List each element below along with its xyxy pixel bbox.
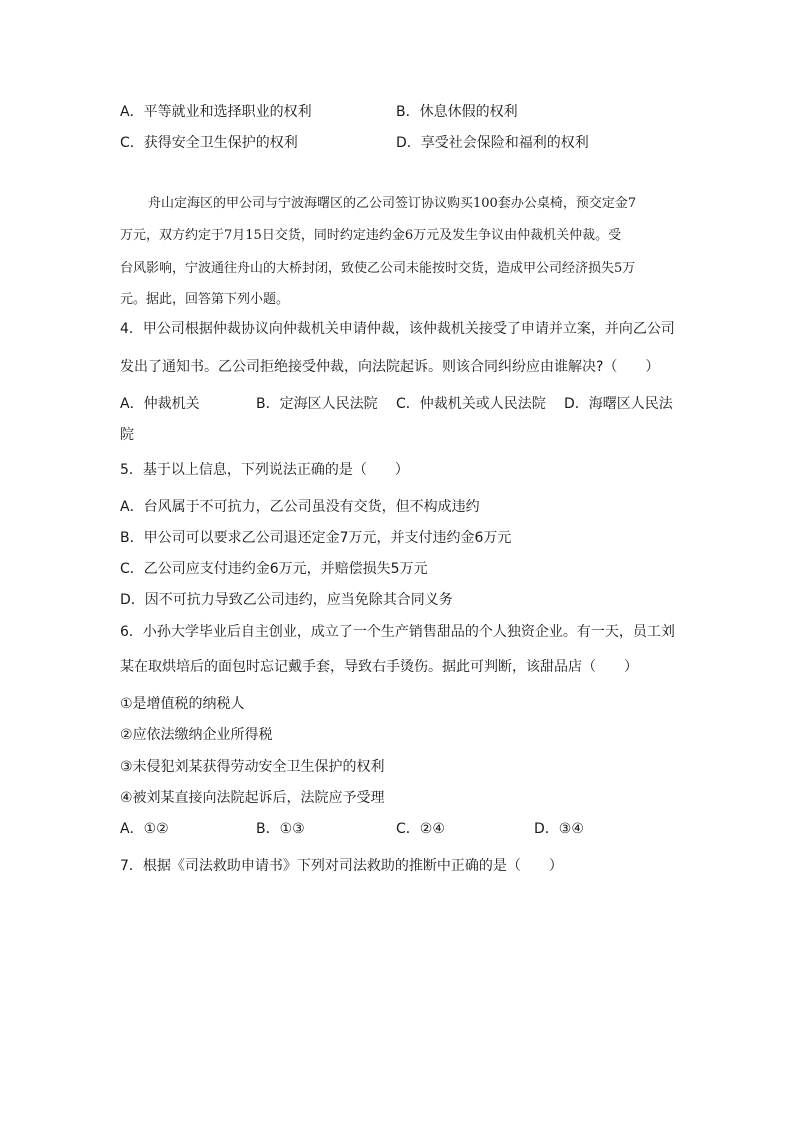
q6-statement-4: ④被刘某直接向法院起诉后，法院应予受理 xyxy=(120,790,385,806)
q6-option-b: B．①③ xyxy=(256,821,305,837)
passage-line-4: 元。据此，回答第下列小题。 xyxy=(120,292,290,307)
q6-statement-1: ①是增值税的纳税人 xyxy=(120,696,245,712)
passage-line-3: 台风影响，宁波通往舟山的大桥封闭，致使乙公司未能按时交货，造成甲公司经济损失5万 xyxy=(120,261,636,276)
q6-option-c: C．②④ xyxy=(396,821,445,837)
q4-option-b: B．定海区人民法院 xyxy=(256,396,378,412)
q4-stem-line-1: 4．甲公司根据仲裁协议向仲裁机关申请仲裁，该仲裁机关接受了申请并立案，并向乙公司 xyxy=(120,321,675,337)
q4-option-d-continued: 院 xyxy=(120,427,134,443)
q3-option-b: B．休息休假的权利 xyxy=(396,104,518,120)
q6-statement-3: ③未侵犯刘某获得劳动安全卫生保护的权利 xyxy=(120,759,385,775)
passage-line-2: 万元，双方约定于7月15日交货，同时约定违约金6万元及发生争议由仲裁机关仲裁。受 xyxy=(120,228,622,243)
q5-stem: 5．基于以上信息，下列说法正确的是（ ） xyxy=(120,462,409,478)
q5-option-d: D．因不可抗力导致乙公司违约，应当免除其合同义务 xyxy=(120,592,453,608)
q3-option-a: A．平等就业和选择职业的权利 xyxy=(120,104,312,120)
q5-option-c: C．乙公司应支付违约金6万元，并赔偿损失5万元 xyxy=(120,561,428,577)
q5-option-a: A．台风属于不可抗力，乙公司虽没有交货，但不构成违约 xyxy=(120,499,480,515)
passage-line-1: 舟山定海区的甲公司与宁波海曙区的乙公司签订协议购买100套办公桌椅，预交定金7 xyxy=(148,196,637,211)
q6-stem-line-2: 某在取烘培后的面包时忘记戴手套，导致右手烫伤。据此可判断，该甜品店（ ） xyxy=(120,659,638,675)
q7-stem: 7．根据《司法救助申请书》下列对司法救助的推断中正确的是（ ） xyxy=(120,858,563,874)
q6-stem-line-1: 6．小孙大学毕业后自主创业，成立了一个生产销售甜品的个人独资企业。有一天，员工刘 xyxy=(120,624,675,640)
q6-statement-2: ②应依法缴纳企业所得税 xyxy=(120,727,273,743)
q4-option-c: C．仲裁机关或人民法院 xyxy=(396,396,546,412)
q4-option-a: A．仲裁机关 xyxy=(120,396,200,412)
q4-stem-line-2: 发出了通知书。乙公司拒绝接受仲裁，向法院起诉。则该合同纠纷应由谁解决?（ ） xyxy=(120,359,660,375)
q6-option-d: D．③④ xyxy=(534,821,584,837)
q3-option-d: D．享受社会保险和福利的权利 xyxy=(396,135,589,151)
q4-option-d: D．海曙区人民法 xyxy=(564,396,673,412)
q6-option-a: A．①② xyxy=(120,821,169,837)
q3-option-c: C．获得安全卫生保护的权利 xyxy=(120,135,298,151)
q5-option-b: B．甲公司可以要求乙公司退还定金7万元，并支付违约金6万元 xyxy=(120,530,512,546)
